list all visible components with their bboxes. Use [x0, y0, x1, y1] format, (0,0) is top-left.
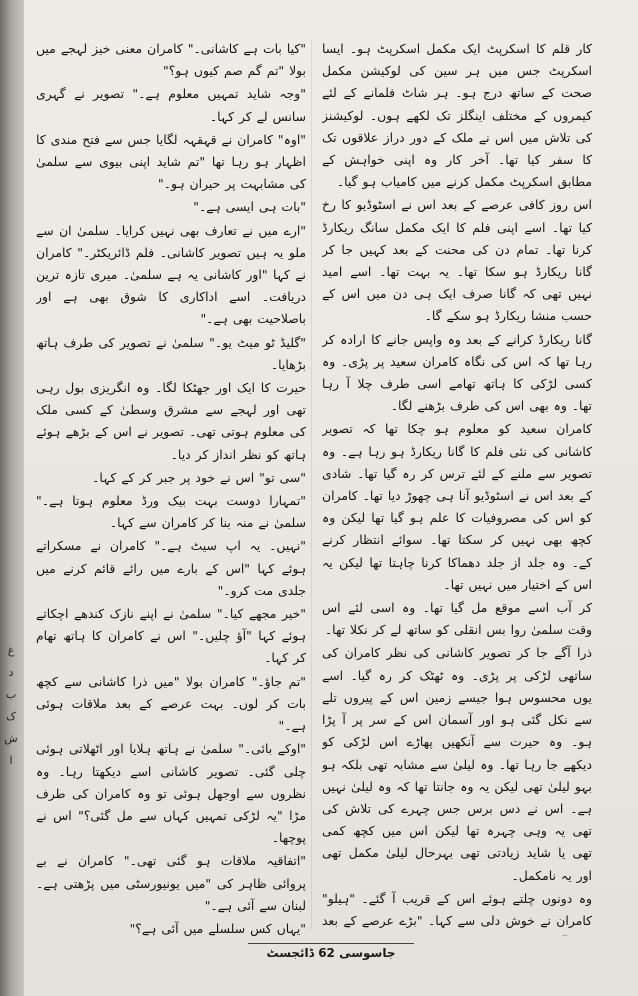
left-text-column [36, 38, 306, 936]
page-binding-shadow [0, 0, 24, 996]
paragraph: "اوہ" کامران نے قہقہہ لگایا جس سے فتح مندی کا اظہار ہو رہا تھا "تم شاید اپنی بیوی سے سلمیٰ کی مشابہت پر حیران ہو۔" [36, 131, 306, 192]
paragraph: "خیر مجھے کیا۔" سلمیٰ نے اپنے نازک کندھے اچکاتے ہوئے کہا "آؤ چلیں۔" اس نے کامران کا ہاتھ تھام کر کہا۔ [36, 606, 306, 666]
margin-glyph: ا [9, 754, 13, 767]
margin-glyph: ب [5, 688, 17, 701]
paragraph: کر آب اسے موقع مل گیا تھا۔ وہ اسی لئے اس وقت سلمیٰ روا بس انقلی کو ساتھ لے کر نکلا تھا۔ [322, 600, 592, 638]
magazine-page [24, 0, 638, 996]
paragraph: گانا ریکارڈ کرانے کے بعد وہ واپس جانے کا ارادہ کر رہا تھا کہ اس کی نگاہ کامران سعید پر پڑی۔ وہ کسی لڑکی کا ہاتھ تھامے اسی طرف چلا آ رہا تھا۔ وہ بھی اس کی طرف بڑھنے لگا۔ [322, 331, 592, 414]
facing-page-margin-text [2, 640, 20, 772]
paragraph: "اوکے بائی۔" سلمیٰ نے ہاتھ ہلایا اور اٹھلاتی ہوئی چلی گئی۔ تصویر کاشانی اسے دیکھتا رہا۔ وہ نظروں سے اوجھل ہوئی تو وہ کامران کی طرف مڑا "یہ لڑکی تمہیں کہاں سے مل گئی؟" اس نے پوچھا۔ [36, 741, 306, 846]
paragraph: وہ دونوں چلتے ہوئے اس کے قریب آ گئے۔ "ہیلو" کامران نے خوش دلی سے کہا۔ "بڑے عرصے کے بعد [322, 890, 592, 928]
footer-label: جاسوسی 62 ڈائجسٹ [248, 943, 413, 960]
paragraph: "نہیں۔ یہ اپ سیٹ ہے۔" کامران نے مسکراتے ہوئے کہا "اس کے بارے میں رائے قائم کرنے میں جلدی مت کرو۔" [36, 538, 306, 598]
paragraph: کار قلم کا اسکرپٹ ایک مکمل اسکرپٹ ہو۔ ایسا اسکرپٹ جس میں ہر سین کی لوکیشن مکمل صحت کے ساتھ درج ہو۔ ہر شاٹ فلمانے کے لئے کیمروں کے مختلف اینگلز تک لکھے ہوں۔ لوکیشنز کی تلاش میں اس نے ملک کے دور دراز علاقوں تک کا سفر کیا تھا۔ آخر کار وہ اپنی خواہش کے مطابق اسکرپٹ مکمل کرنے میں کامیاب ہو گیا۔ [322, 41, 592, 190]
paragraph: "یہاں کس سلسلے میں آئی ہے؟" [129, 920, 306, 936]
paragraph: "ارے میں نے تعارف بھی نہیں کرایا۔ سلمیٰ ان سے ملو یہ ہیں تصویر کاشانی۔ فلم ڈائریکٹر۔" کامران نے کہا "اور کاشانی یہ ہے سلمیٰ۔ میری تازہ ترین دریافت۔ اسے اداکاری کا شوق بھی ہے اور باصلاحیت بھی ہے۔" [36, 222, 306, 327]
paragraph: "کیا بات ہے کاشانی۔" کامران معنی خیز لہجے میں بولا "تم گم صم کیوں ہو؟" [36, 41, 306, 79]
margin-glyph: غ [7, 644, 15, 657]
paragraph: "تمہارا دوست بہت بیک ورڈ معلوم ہوتا ہے۔" سلمیٰ نے منہ بنا کر کامران سے کہا۔ [36, 493, 306, 531]
paragraph: اس روز کافی عرصے کے بعد اس نے اسٹوڈیو کا رخ کیا تھا۔ اسے اپنی فلم کا ایک مکمل سانگ ریکارڈ کرنا تھا۔ تمام دن کی محنت کے بعد کہیں جا کر گانا ریکارڈ ہو سکا تھا۔ یہ بہت تھا۔ اسے امید نہیں تھی کہ گانا صرف ایک ہی دن میں اس کے حسب منشا ریکارڈ ہو سکے گا۔ [322, 197, 592, 324]
paragraph: "وجہ شاید تمہیں معلوم ہے۔" تصویر نے گہری سانس لے کر کہا۔ [36, 86, 306, 124]
paragraph: "اتفاقیہ ملاقات ہو گئی تھی۔" کامران نے بے پروائی ظاہر کی "میں یونیورسٹی میں پڑھتی ہے۔ لبنان سے آئی ہے۔" [36, 853, 306, 913]
margin-glyph: ک [6, 710, 16, 723]
paragraph: حیرت کا ایک اور جھٹکا لگا۔ وہ انگریزی بول رہی تھی اور لہجے سے مشرق وسطیٰ کے کسی ملک کی معلوم ہوتی تھی۔ تصویر نے اس کے بڑھے ہوئے ہاتھ کو نظر انداز کر دیا۔ [36, 380, 306, 462]
right-text-column [322, 38, 592, 936]
paragraph: "بات ہی ایسی ہے۔" [193, 199, 306, 215]
margin-glyph: ش [4, 732, 18, 745]
margin-glyph: د [8, 666, 14, 679]
paragraph: "گلیڈ ٹو میٹ یو۔" سلمیٰ نے تصویر کی طرف ہاتھ بڑھایا۔ [36, 334, 306, 372]
column-gutter [311, 40, 312, 930]
paragraph: "تم جاؤ۔" کامران بولا "میں ذرا کاشانی سے کچھ بات کر لوں۔ بہت عرصے کے بعد ملاقات ہوئی ہے۔" [36, 673, 306, 734]
paragraph: ذرا آگے جا کر تصویر کاشانی کی نظر کامران کی ساتھی لڑکی پر پڑی۔ وہ ٹھٹک کر رہ گیا۔ اسے یوں محسوس ہوا جیسے زمین اس کے پیروں تلے سے نکل گئی ہو اور آسمان اس کے سر پر آ پڑا ہو۔ وہ حیرت سے آنکھیں پھاڑے اس لڑکی کو دیکھے جا رہا تھا۔ وہ لیلیٰ سے مشابہ تھی بلکہ ہو بہو لیلیٰ تھی لیکن یہ وہ جانتا تھا کہ وہ لیلیٰ نہیں ہے۔ اس نے دس برس جس چہرے کی تلاش کی تھی یہ وہی چہرہ تھا لیکن اس میں کچھ کمی تھی یا شاید زیادتی تھی بہرحال لیلیٰ مکمل تھی اور یہ نامکمل۔ [322, 645, 592, 883]
page-footer [24, 946, 638, 960]
paragraph: "سی تو" اس نے خود پر جبر کر کے کہا۔ [92, 469, 306, 485]
paragraph: کامران سعید کو معلوم ہو چکا تھا کہ تصویر کاشانی کی نئی فلم کا گانا ریکارڈ ہو رہا ہے۔ وہ تصویر سے ملنے کے لئے ترس کر رہ گیا تھا۔ شادی کے بعد اس نے اسٹوڈیو آنا ہی چھوڑ دیا تھا۔ کامران کو اس کی مصروفیات کا علم ہو گیا تھا لیکن وہ کچھ بھی نہیں کر سکتا تھا۔ سوائے انتظار کرنے کے۔ وہ جلد از جلد دھماکا کرنا چاہتا تھا لیکن یہ اس کے اختیار میں نہیں تھا۔ [322, 421, 592, 592]
